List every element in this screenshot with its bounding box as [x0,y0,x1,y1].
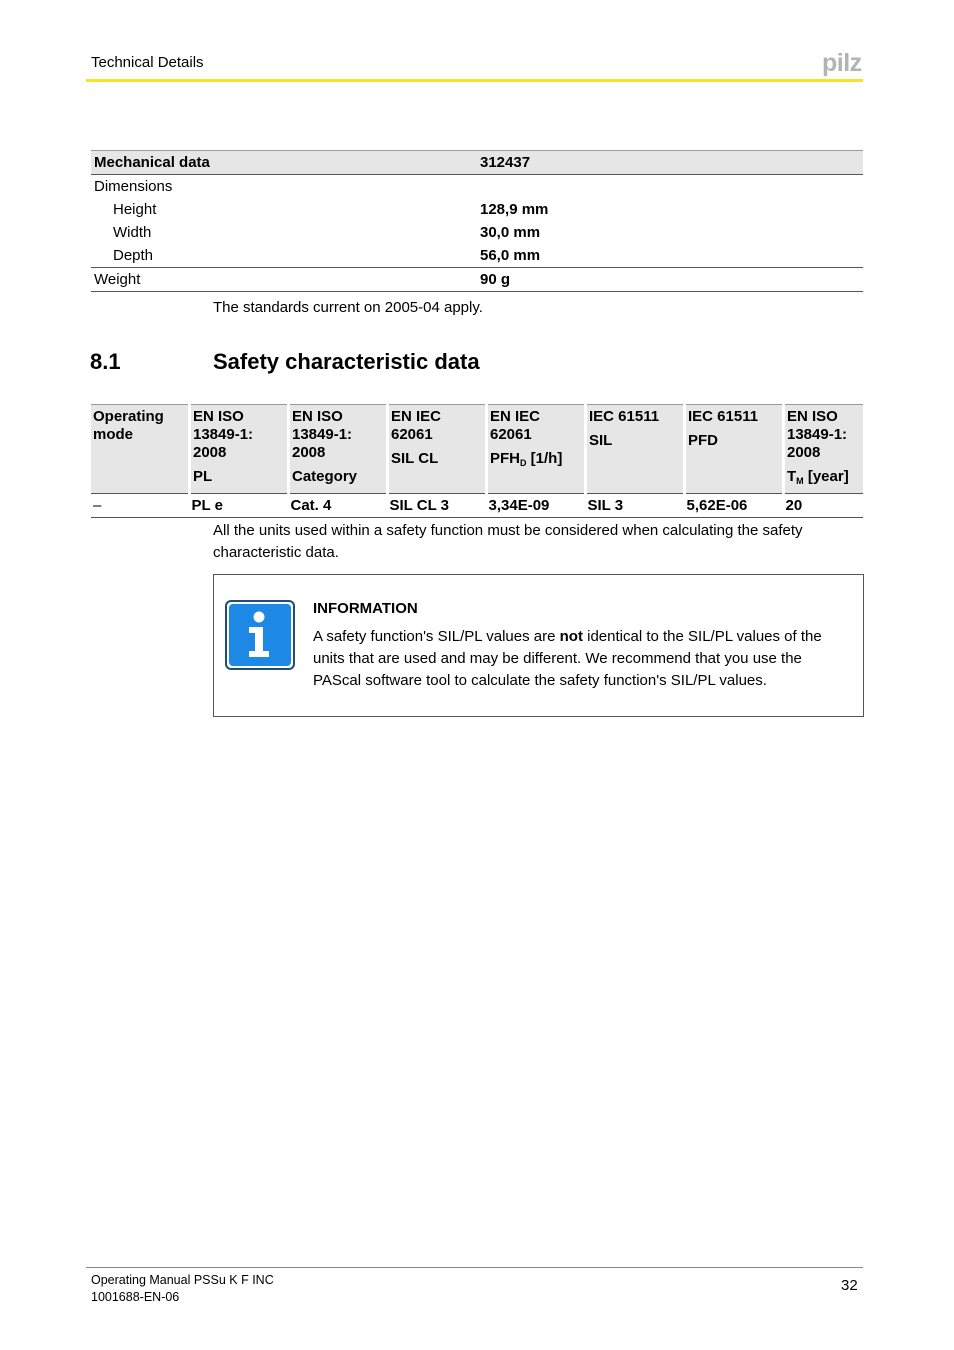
header-operating-mode: Operating mode [91,405,190,494]
table-header-row [91,405,863,494]
header-sil-cl: EN IEC 62061 SIL CL [388,405,487,494]
weight-label: Weight [91,268,477,292]
cell-sil-cl: SIL CL 3 [388,494,487,518]
footer-manual-title: Operating Manual PSSu K F INC [91,1273,274,1287]
width-value: 30,0 mm [480,224,541,241]
product-number: 312437 [477,151,863,175]
information-box [213,574,864,717]
depth-label: Depth [113,247,154,264]
table-row [91,268,863,292]
cell-operating-mode: – [91,494,190,518]
cell-sil: SIL 3 [586,494,685,518]
header-sil: IEC 61511 SIL [586,405,685,494]
header-tm: EN ISO 13849-1: 2008 $T_M$ [year] [784,405,864,494]
table-row [91,175,863,199]
header-pfd: IEC 61511 PFD [685,405,784,494]
header-rule [86,79,863,82]
section-title: Safety characteristic data [213,349,480,374]
header-section-title: Technical Details [91,54,204,71]
footer-rule [86,1267,863,1268]
footer-document-number: 1001688-EN-06 [91,1290,180,1304]
mechanical-data-table [91,150,863,292]
pilz-logo: pilz [822,49,862,77]
cell-pl: PL e [190,494,289,518]
table-row [91,221,863,244]
height-value: 128,9 mm [480,201,549,218]
header-category: EN ISO 13849-1: 2008 Category [289,405,388,494]
section-number: 8.1 [90,349,121,374]
table-row [91,244,863,268]
table-row [91,198,863,221]
cell-pfhd: 3,34E-09 [487,494,586,518]
table-header-row [91,151,863,175]
dimensions-label: Dimensions [94,178,173,195]
page-number: 32 [841,1277,858,1294]
cell-category: Cat. 4 [289,494,388,518]
width-label: Width [113,224,152,241]
cell-tm: 20 [784,494,864,518]
height-label: Height [113,201,157,218]
information-title: INFORMATION [313,600,418,617]
info-icon [225,600,295,670]
mechanical-data-heading: Mechanical data [91,151,477,175]
weight-value: 90 g [477,268,863,292]
safety-note: All the units used within a safety function must be considered when calculating the safety characteristic data. [213,522,803,561]
depth-value: 56,0 mm [480,247,541,264]
header-pl: EN ISO 13849-1: 2008 PL [190,405,289,494]
header-pfhd: EN IEC 62061 $PFH_D$ [1/h] [487,405,586,494]
standards-note: The standards current on 2005-04 apply. [213,299,483,316]
table-row [91,494,863,518]
information-text: A safety function's SIL/PL values are not identical to the SIL/PL values of the units that are used and may be different. We recommend that you use the PAScal software tool to calculate the safety function's SIL/PL values. [313,628,822,689]
cell-pfd: 5,62E-06 [685,494,784,518]
safety-data-table [91,404,863,518]
